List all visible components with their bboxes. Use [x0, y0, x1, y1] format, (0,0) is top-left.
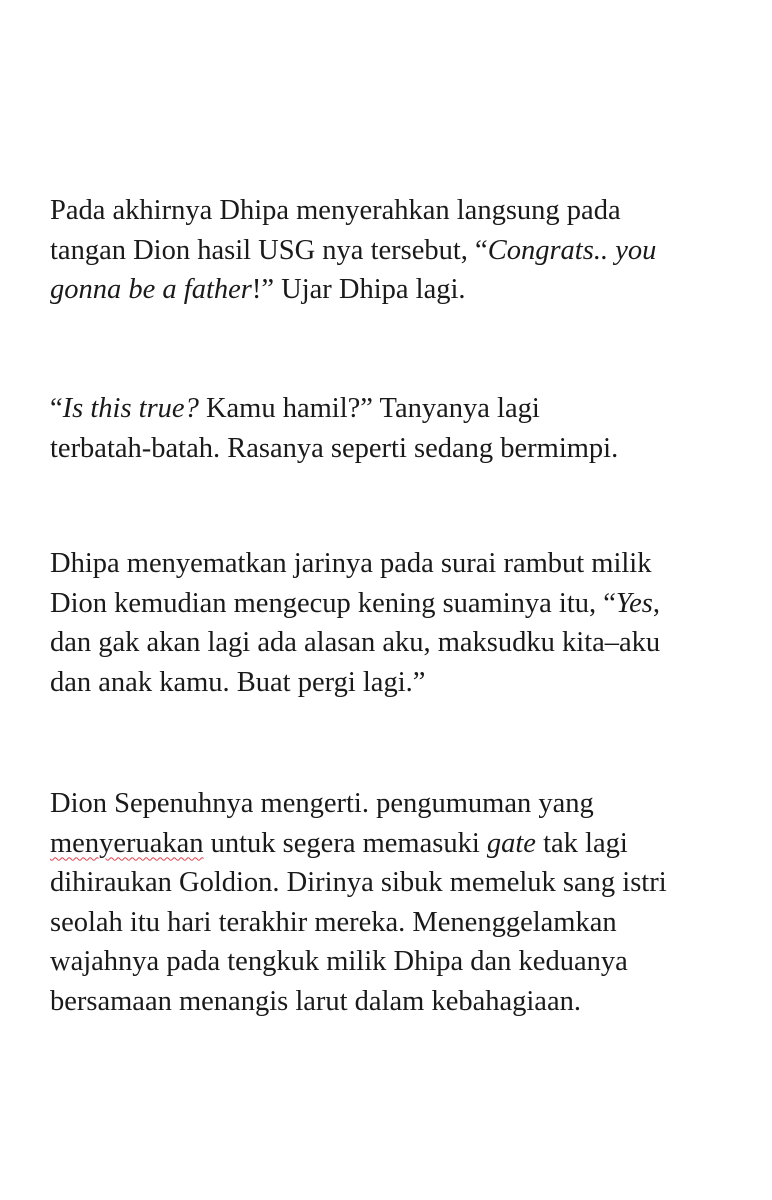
text-line: “Is this true? Kamu hamil?” Tanyanya lagi: [50, 393, 540, 424]
paragraph-1: [50, 191, 730, 310]
text-line: Pada akhirnya Dhipa menyerahkan langsung pada: [50, 195, 621, 226]
paragraph-3: [50, 544, 730, 702]
text-line: menyeruakan untuk segera memasuki gate tak lagi: [50, 827, 628, 859]
text-line: wajahnya pada tengkuk milik Dhipa dan keduanya: [50, 946, 628, 977]
paragraph-2: [50, 389, 730, 468]
text-line: bersamaan menangis larut dalam kebahagiaan.: [50, 985, 581, 1017]
italic-phrase: gate: [486, 827, 536, 859]
text-line: dihiraukan Goldion. Dirinya sibuk memeluk sang istri: [50, 867, 667, 898]
paragraph-4: [50, 784, 730, 1021]
text-line: gonna be a father!” Ujar Dhipa lagi.: [50, 274, 466, 305]
text-line: dan anak kamu. Buat pergi lagi.”: [50, 666, 426, 698]
text-line: Dhipa menyematkan jarinya pada surai rambut milik: [50, 548, 652, 579]
italic-phrase: Is this true?: [62, 393, 199, 424]
text-line: terbatah-batah. Rasanya seperti sedang bermimpi.: [50, 432, 619, 464]
text-line: Dion Sepenuhnya mengerti. pengumuman yang: [50, 788, 594, 819]
italic-phrase: Yes: [615, 587, 653, 619]
italic-phrase: gonna be a father: [50, 274, 252, 305]
spellcheck-flagged-word[interactable]: menyeruakan: [50, 827, 204, 859]
text-line: tangan Dion hasil USG nya tersebut, “Congrats.. you: [50, 234, 657, 266]
italic-phrase: Congrats.. you: [487, 234, 657, 266]
text-line: Dion kemudian mengecup kening suaminya itu, “Yes,: [50, 587, 661, 619]
text-line: seolah itu hari terakhir mereka. Menenggelamkan: [50, 906, 617, 938]
text-line: dan gak akan lagi ada alasan aku, maksudku kita–aku: [50, 627, 661, 658]
